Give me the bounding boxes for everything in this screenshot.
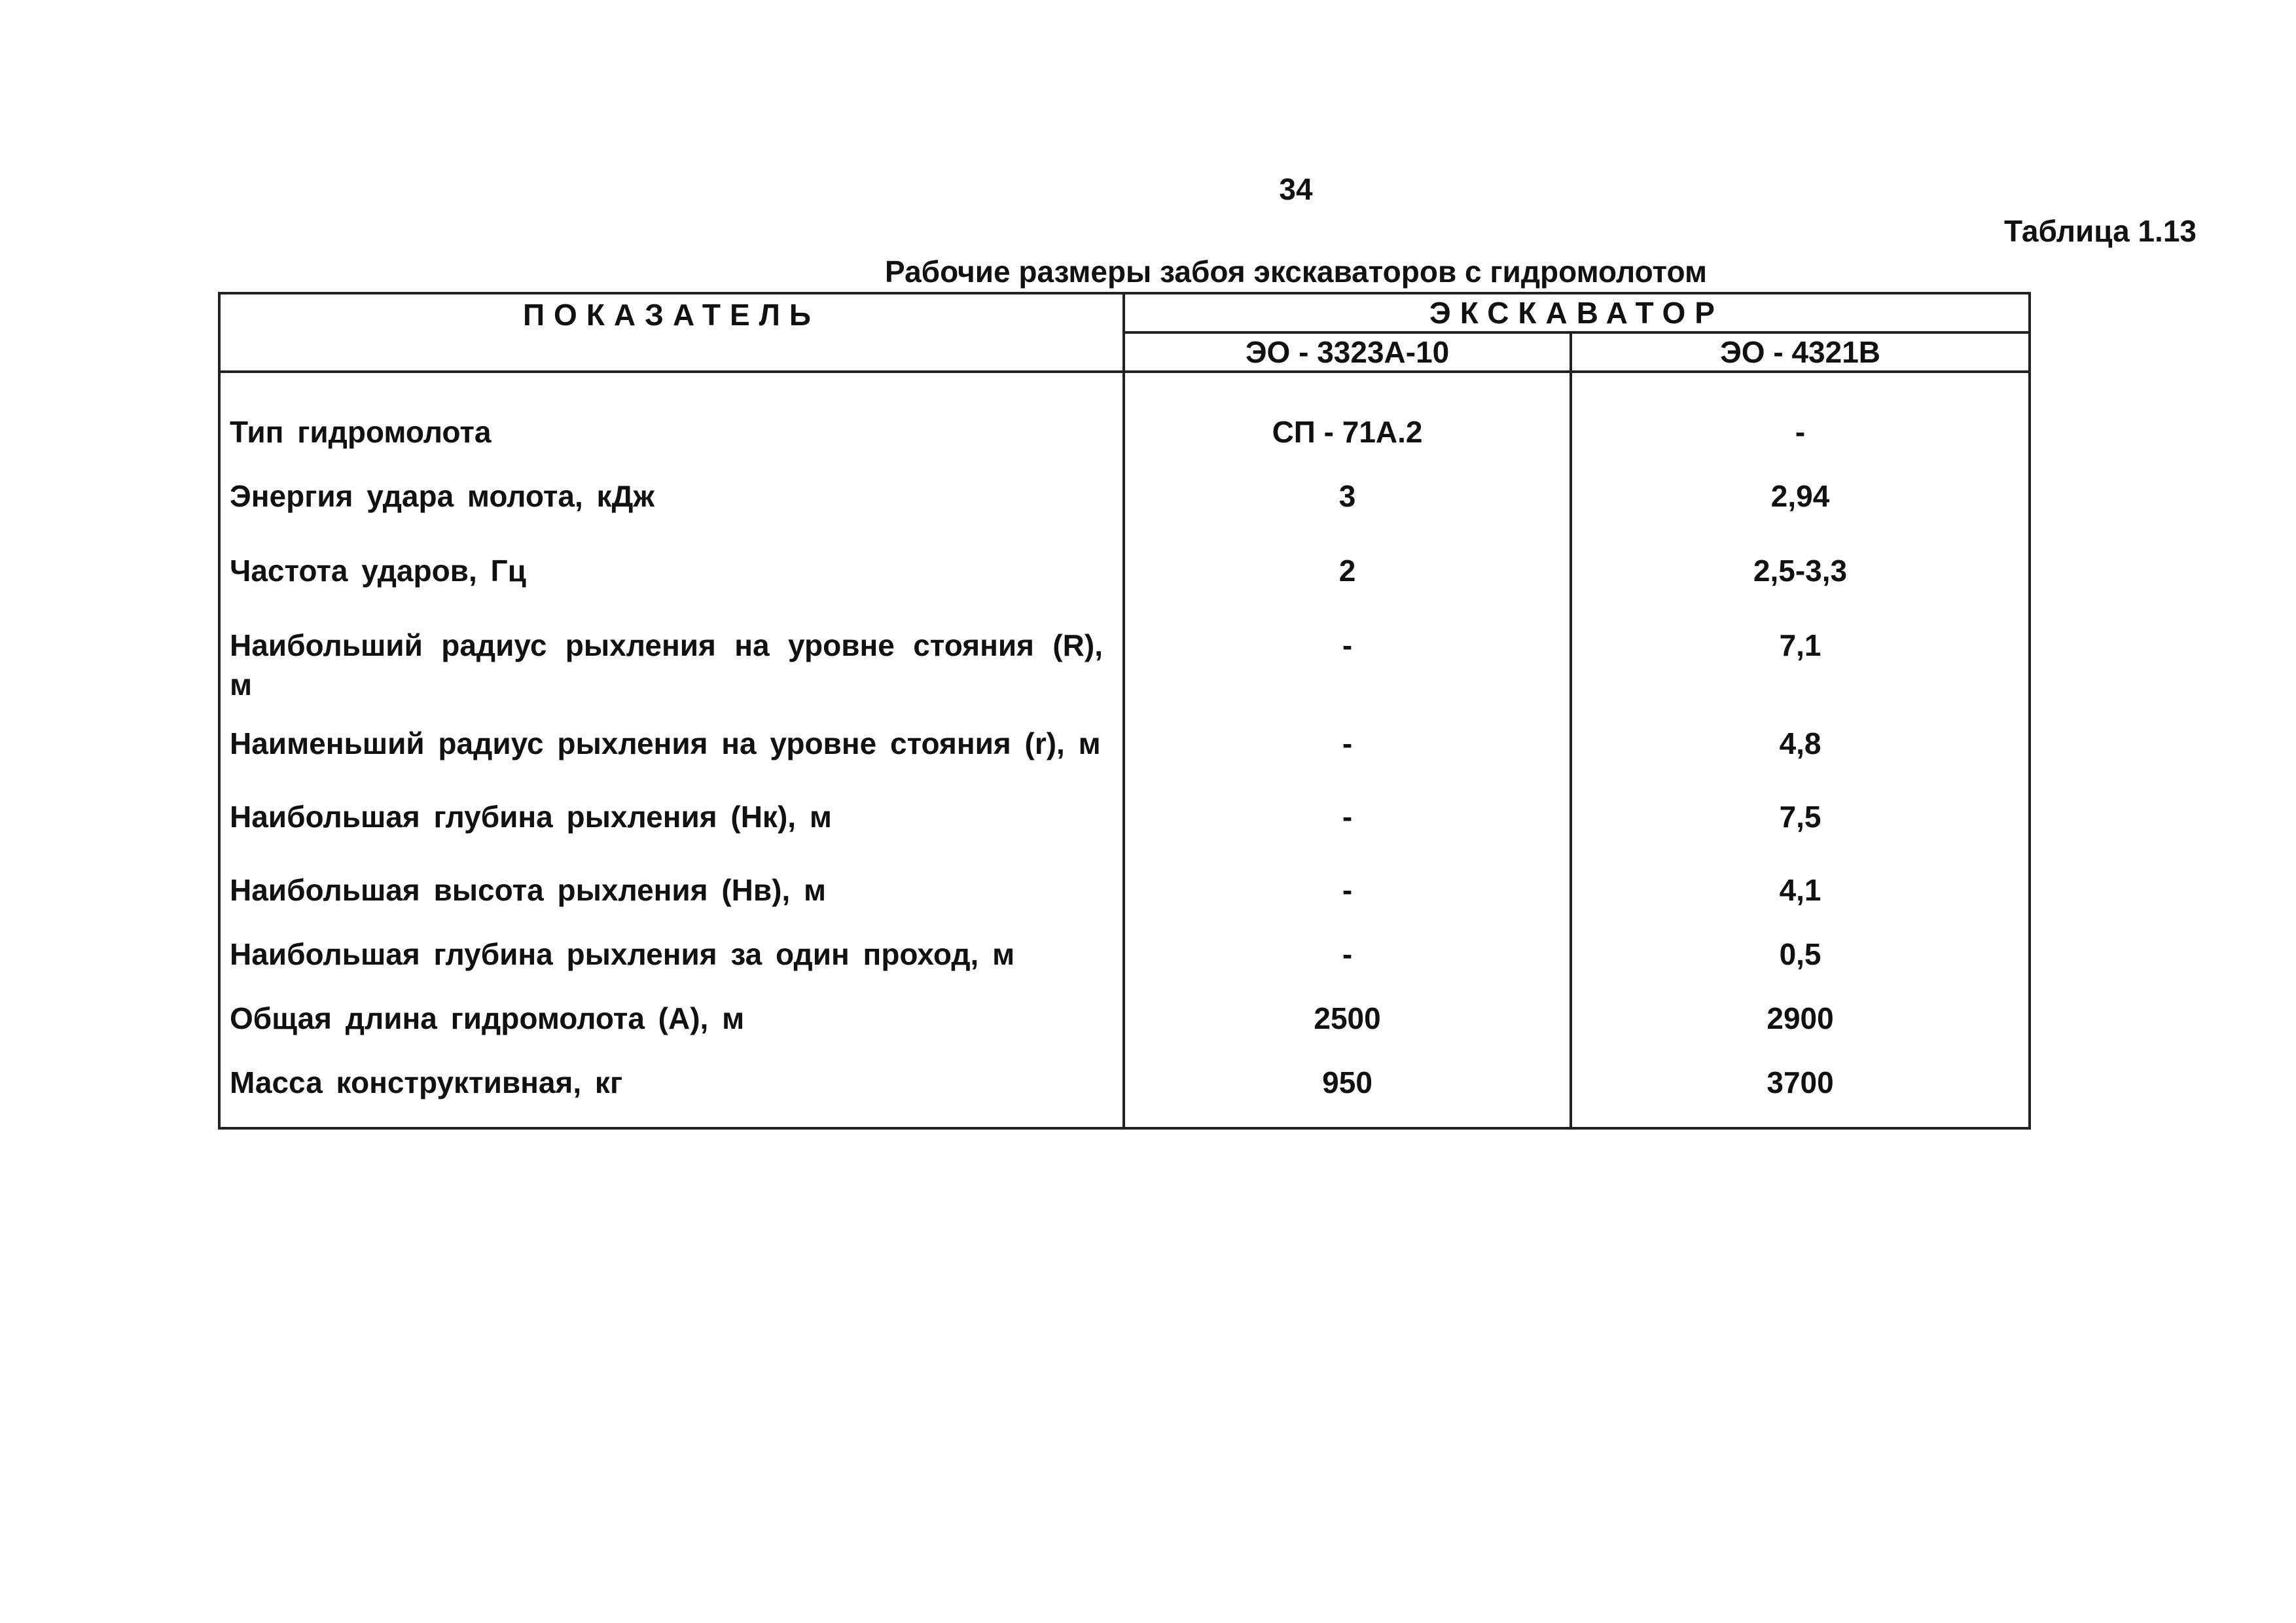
table-title: Рабочие размеры забоя экскаваторов с гидромолотом <box>885 255 1707 289</box>
spacer-cell <box>1124 372 1571 412</box>
row-value-b: 3700 <box>1571 1063 2030 1128</box>
table-row <box>219 797 2030 870</box>
row-value-a: - <box>1124 724 1571 797</box>
header-indicator: ПОКАЗАТЕЛЬ <box>219 293 1124 372</box>
row-value-b: 7,1 <box>1571 626 2030 724</box>
row-value-a: 2 <box>1124 551 1571 626</box>
row-value-a: - <box>1124 870 1571 935</box>
row-label: Наименьший радиус рыхления на уровне стояния (r), м <box>219 724 1124 797</box>
row-label: Общая длина гидромолота (А), м <box>219 999 1124 1063</box>
page-number: 34 <box>1279 172 1313 206</box>
row-value-a: 950 <box>1124 1063 1571 1128</box>
header-model-a: ЭО - 3323А-10 <box>1124 332 1571 372</box>
row-value-a: - <box>1124 797 1571 870</box>
row-label: Энергия удара молота, кДж <box>219 476 1124 551</box>
table-row <box>219 626 2030 724</box>
row-value-b: 0,5 <box>1571 935 2030 999</box>
row-value-a: 3 <box>1124 476 1571 551</box>
row-label: Наибольшая глубина рыхления за один проход, м <box>219 935 1124 999</box>
row-label: Тип гидромолота <box>219 412 1124 476</box>
header-row-top <box>219 293 2030 332</box>
table-body <box>219 412 2030 1128</box>
table-row <box>219 551 2030 626</box>
header-model-b: ЭО - 4321В <box>1571 332 2030 372</box>
row-value-b: 2,94 <box>1571 476 2030 551</box>
table-row <box>219 476 2030 551</box>
row-value-a: - <box>1124 626 1571 724</box>
row-value-b: 4,8 <box>1571 724 2030 797</box>
table-row <box>219 935 2030 999</box>
header-excavator: ЭКСКАВАТОР <box>1124 293 2030 332</box>
spacer-row <box>219 372 2030 412</box>
spacer-cell <box>1571 372 2030 412</box>
table-row <box>219 999 2030 1063</box>
row-value-b: 2,5-3,3 <box>1571 551 2030 626</box>
row-value-a: СП - 71А.2 <box>1124 412 1571 476</box>
row-value-b: - <box>1571 412 2030 476</box>
row-value-b: 4,1 <box>1571 870 2030 935</box>
row-label: Наибольшая высота рыхления (Нв), м <box>219 870 1124 935</box>
row-value-b: 2900 <box>1571 999 2030 1063</box>
spacer-cell <box>219 372 1124 412</box>
row-value-a: 2500 <box>1124 999 1571 1063</box>
specs-table <box>218 292 2031 1130</box>
table-label: Таблица 1.13 <box>2003 214 2197 248</box>
table-row <box>219 1063 2030 1128</box>
row-value-b: 7,5 <box>1571 797 2030 870</box>
table-row <box>219 870 2030 935</box>
row-label: Наибольшая глубина рыхления (Нк), м <box>219 797 1124 870</box>
row-label: Частота ударов, Гц <box>219 551 1124 626</box>
table-row <box>219 724 2030 797</box>
row-value-a: - <box>1124 935 1571 999</box>
row-label: Наибольший радиус рыхления на уровне стояния (R), м <box>219 626 1124 724</box>
table-row <box>219 412 2030 476</box>
row-label: Масса конструктивная, кг <box>219 1063 1124 1128</box>
